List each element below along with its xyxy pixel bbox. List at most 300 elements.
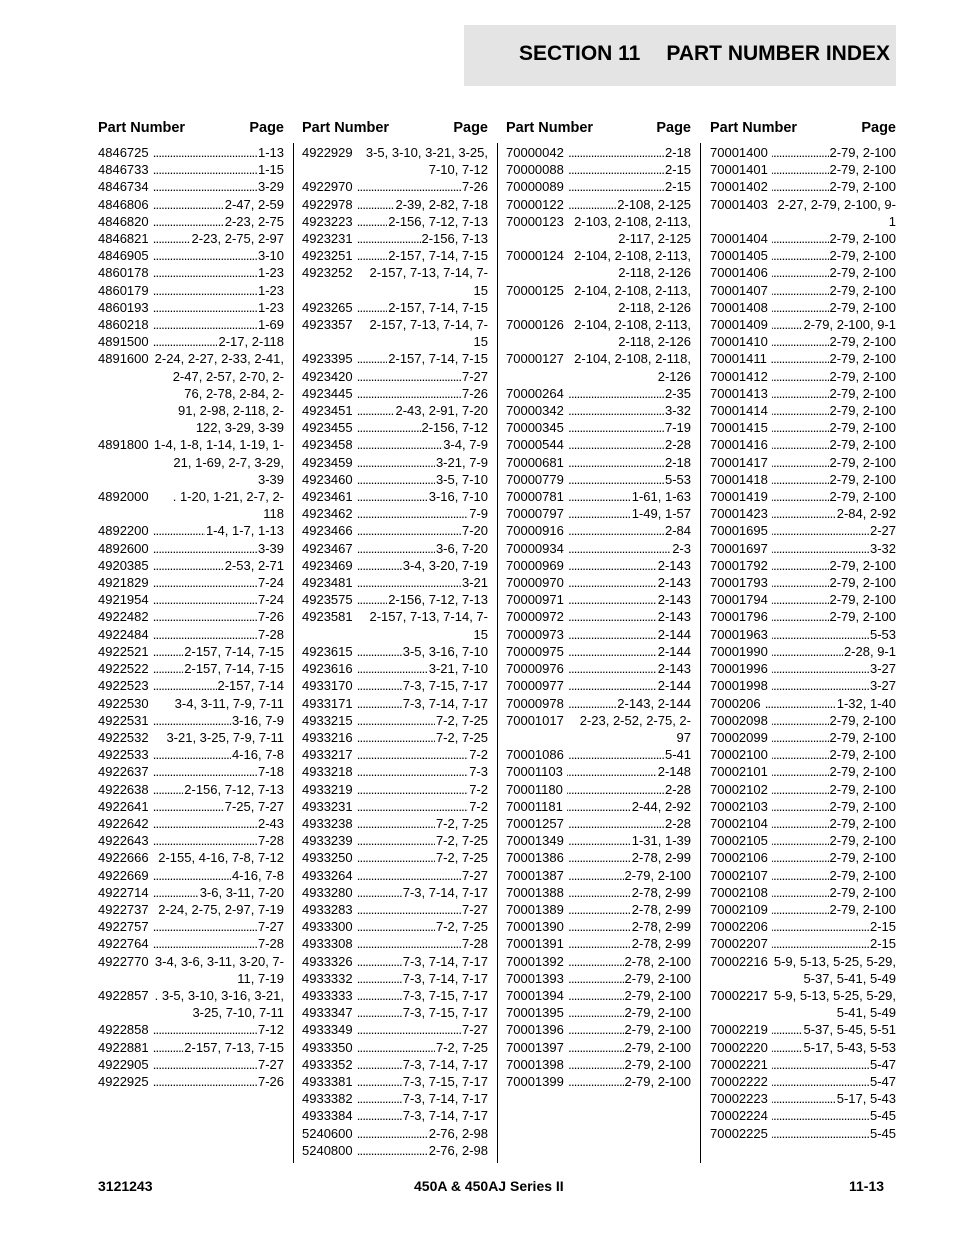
part-number: 70002105	[710, 833, 768, 849]
page-reference	[357, 970, 488, 987]
part-number: 4923455	[302, 420, 353, 436]
index-row	[302, 540, 488, 557]
page-reference-text: 2-43	[257, 815, 284, 831]
page-reference-text: 2-79, 2-100	[829, 385, 896, 401]
page-reference	[772, 436, 896, 453]
index-row	[98, 1021, 284, 1038]
page-reference	[153, 230, 284, 247]
page-reference	[772, 522, 896, 539]
index-row	[710, 712, 896, 729]
page-reference	[772, 884, 896, 901]
part-number: 4922637	[98, 764, 149, 780]
page-reference-text: 7-2, 7-25	[435, 729, 488, 745]
index-row	[302, 918, 488, 935]
part-number: 4933219	[302, 781, 353, 797]
index-row	[710, 591, 896, 608]
page-reference-text: 2-79, 2-100	[829, 729, 896, 745]
page-reference-text: 2-144	[657, 626, 691, 642]
index-row	[710, 901, 896, 918]
page-reference	[153, 264, 284, 281]
page-reference: 1-4, 1-8, 1-14, 1-19, 1-21, 1-69, 2-7, 3-29, 3-39	[153, 437, 284, 487]
page-reference-text: 7-27	[461, 368, 488, 384]
index-row	[98, 849, 284, 866]
index-row	[98, 299, 284, 316]
page-reference-text: 2-43, 2-91, 7-20	[395, 403, 488, 419]
page-reference-text: 2-144	[657, 678, 691, 694]
index-row	[98, 608, 284, 625]
part-number: 70000342	[506, 403, 564, 419]
index-row	[710, 574, 896, 591]
page-reference	[357, 368, 488, 385]
page-reference	[568, 987, 691, 1004]
part-number: 70000975	[506, 643, 564, 659]
page-reference-text: 3-39	[257, 540, 284, 556]
page-reference-text: 5-45	[869, 1125, 896, 1141]
part-number: 4891800	[98, 437, 149, 453]
part-number: 4933382	[302, 1091, 353, 1107]
part-number: 4922531	[98, 712, 149, 728]
page-reference	[153, 660, 284, 677]
page-reference-text: 7-2	[469, 747, 488, 763]
part-number: 70000042	[506, 145, 564, 160]
footer-doc-number: 3121243	[98, 1178, 153, 1194]
index-row	[98, 987, 284, 1021]
part-number: 4933280	[302, 884, 353, 900]
page-reference-text: 2-157, 7-14, 7-15	[388, 248, 488, 264]
page-reference: 3-4, 3-11, 7-9, 7-11	[174, 695, 284, 711]
part-number: 4922532	[98, 729, 149, 745]
index-row	[302, 987, 488, 1004]
page-reference-text: 7-2, 7-25	[435, 712, 488, 728]
index-row	[302, 643, 488, 660]
index-row	[98, 161, 284, 178]
page-reference	[357, 1125, 488, 1142]
page-reference	[772, 402, 896, 419]
part-number: 70000345	[506, 420, 564, 436]
page-reference-text: 7-3, 7-14, 7-17	[402, 1091, 488, 1107]
part-number: 4933308	[302, 936, 353, 952]
page-reference-text: 2-79, 2-100	[829, 454, 896, 470]
index-row	[98, 781, 284, 798]
page-reference	[153, 557, 284, 574]
page-reference	[357, 815, 488, 832]
page-reference	[153, 643, 284, 660]
page-reference-text: 2-143	[657, 592, 691, 608]
part-number: 4933352	[302, 1056, 353, 1072]
part-number: 70001695	[710, 523, 768, 539]
part-number: 70001793	[710, 575, 768, 591]
index-row	[302, 763, 488, 780]
page-reference	[357, 781, 488, 798]
index-row	[302, 385, 488, 402]
part-number: 4922978	[302, 196, 353, 212]
page-reference-text: 2-157, 7-14, 7-15	[388, 351, 488, 367]
index-row	[302, 591, 488, 608]
page-reference	[772, 746, 896, 763]
page-reference	[357, 798, 488, 815]
page-reference	[357, 1021, 488, 1038]
page-reference-text: 7-2, 7-25	[435, 919, 488, 935]
page-reference-text: 2-79, 2-100	[829, 901, 896, 917]
index-row	[98, 746, 284, 763]
part-number: 70000971	[506, 592, 564, 608]
page-reference-text: 2-79, 2-100	[829, 334, 896, 350]
page-reference-text: 2-79, 2-100	[829, 867, 896, 883]
page-reference	[153, 299, 284, 316]
page-reference-text: 2-156, 7-12, 7-13	[388, 213, 488, 229]
part-number: 4846733	[98, 162, 149, 178]
index-row	[710, 781, 896, 798]
index-row	[710, 522, 896, 539]
page-reference-text: 7-24	[257, 592, 284, 608]
page-reference-text: 3-16, 7-9	[231, 712, 284, 728]
page-reference	[568, 454, 691, 471]
part-number: 5240600	[302, 1125, 353, 1141]
part-number: 4891600	[98, 351, 149, 367]
part-number: 4923252	[302, 265, 353, 281]
index-row	[98, 815, 284, 832]
page-reference	[772, 419, 896, 436]
part-number: 70002099	[710, 729, 768, 745]
part-number: 70001181	[506, 798, 563, 814]
page-reference-text: 2-79, 2-100	[829, 368, 896, 384]
page-reference-text: 3-32	[869, 540, 896, 556]
part-number: 4923581	[302, 609, 353, 625]
page-reference-text: 2-157, 7-14, 7-15	[184, 661, 284, 677]
page-reference-text: 7-26	[461, 385, 488, 401]
part-number: 4933238	[302, 815, 353, 831]
index-row	[710, 677, 896, 694]
part-number: 7000206	[710, 695, 761, 711]
part-number: 4933264	[302, 867, 353, 883]
part-number: 70000126	[506, 317, 564, 333]
page-reference	[772, 247, 896, 264]
index-row	[710, 385, 896, 402]
index-row	[710, 505, 896, 522]
page-reference	[568, 196, 691, 213]
page-reference	[568, 815, 691, 832]
page-reference-text: 2-18	[664, 145, 691, 160]
index-row	[506, 454, 691, 471]
page-reference-text: 7-3, 7-15, 7-17	[402, 987, 488, 1003]
part-number: 70002109	[710, 901, 768, 917]
index-row	[506, 608, 691, 625]
footer-page-number: 11-13	[849, 1178, 885, 1194]
part-number: 70002225	[710, 1125, 768, 1141]
index-row	[302, 316, 488, 350]
page-heading: Page	[249, 120, 284, 136]
part-number: 4933350	[302, 1039, 353, 1055]
part-number: 70001396	[506, 1022, 564, 1038]
page-reference	[357, 643, 488, 660]
index-row	[302, 247, 488, 264]
index-row	[506, 849, 691, 866]
index-row	[302, 781, 488, 798]
part-number: 4922770	[98, 953, 149, 969]
part-number: 4933349	[302, 1022, 353, 1038]
page-reference-text: 2-157, 7-14, 7-15	[388, 299, 488, 315]
part-number: 70001389	[506, 901, 564, 917]
index-row	[98, 1073, 284, 1090]
index-row	[302, 849, 488, 866]
page-reference-text: 5-47	[869, 1073, 896, 1089]
part-number: 4933215	[302, 712, 353, 728]
page-reference	[568, 626, 691, 643]
index-row	[710, 488, 896, 505]
page-reference-text: 3-27	[869, 661, 896, 677]
page-reference-text: 2-28	[664, 815, 691, 831]
page-reference	[568, 935, 691, 952]
part-number: 4923223	[302, 213, 353, 229]
page-reference-text: 7-28	[257, 626, 284, 642]
page-reference-text: 5-41	[664, 747, 691, 763]
index-row	[506, 316, 691, 350]
index-row	[98, 282, 284, 299]
part-number: 4923466	[302, 523, 353, 539]
page-reference	[153, 213, 284, 230]
index-row	[506, 832, 691, 849]
page-reference	[153, 178, 284, 195]
index-row	[98, 867, 284, 884]
index-row	[302, 488, 488, 505]
index-row	[506, 161, 691, 178]
page-reference	[568, 884, 691, 901]
page-reference-text: 2-79, 2-100	[829, 557, 896, 573]
page-reference: 3-5, 3-10, 3-21, 3-25, 7-10, 7-12	[365, 145, 488, 178]
index-row	[506, 746, 691, 763]
part-number: 4933381	[302, 1073, 353, 1089]
index-row	[710, 333, 896, 350]
index-row	[710, 918, 896, 935]
page-reference-text: 3-27	[869, 678, 896, 694]
page-reference	[568, 608, 691, 625]
index-row	[302, 1125, 488, 1142]
part-number: 70001404	[710, 231, 768, 247]
index-row	[302, 505, 488, 522]
column-header	[98, 120, 284, 144]
page-reference	[568, 436, 691, 453]
page-reference	[357, 729, 488, 746]
part-number: 4922482	[98, 609, 149, 625]
part-number: 4921829	[98, 575, 149, 591]
index-row	[98, 832, 284, 849]
page-reference-text: 2-79, 2-100	[829, 231, 896, 247]
index-row	[98, 935, 284, 952]
page-reference	[153, 677, 284, 694]
page-reference-text: 7-3, 7-15, 7-17	[402, 1005, 488, 1021]
index-row	[710, 660, 896, 677]
part-number: 4922970	[302, 179, 353, 195]
index-row	[302, 1107, 488, 1124]
page-reference-text: 2-156, 7-12	[421, 420, 488, 436]
index-row	[302, 953, 488, 970]
page-reference-text: 2-78, 2-99	[631, 901, 691, 917]
page-reference	[772, 299, 896, 316]
index-row	[506, 626, 691, 643]
page-reference	[772, 161, 896, 178]
page-reference-text: 2-79, 2-100	[829, 145, 896, 160]
part-number: 70001963	[710, 626, 768, 642]
index-row	[98, 798, 284, 815]
index-row	[506, 436, 691, 453]
index-row	[302, 178, 488, 195]
page-reference: 2-24, 2-27, 2-33, 2-41, 2-47, 2-57, 2-70, 2-76, 2-78, 2-84, 2-91, 2-98, 2-118, 2-122, 3-29, 3-39	[154, 351, 284, 436]
page-reference-text: 2-148	[657, 764, 691, 780]
page-reference-text: 3-16, 7-10	[428, 489, 488, 505]
part-number: 4922643	[98, 833, 149, 849]
page-reference-text: 7-18	[257, 764, 284, 780]
page-reference	[357, 350, 488, 367]
part-number: 70000779	[506, 471, 564, 487]
index-row	[506, 1004, 691, 1021]
part-number: 70001388	[506, 884, 564, 900]
index-row	[98, 316, 284, 333]
page-reference-text: 2-79, 2-100, 9-1	[803, 317, 896, 333]
page-reference: 2-103, 2-108, 2-113, 2-117, 2-125	[574, 213, 691, 247]
part-number-heading: Part Number	[506, 120, 594, 136]
part-number: 4933333	[302, 987, 353, 1003]
index-row	[506, 1039, 691, 1056]
part-number: 70001394	[506, 987, 564, 1003]
index-column-3	[506, 120, 691, 1090]
part-number: 4923231	[302, 231, 353, 247]
part-number: 4933332	[302, 970, 353, 986]
index-row	[98, 144, 284, 161]
page-reference	[357, 402, 488, 419]
page-reference	[772, 712, 896, 729]
index-row	[710, 350, 896, 367]
page-reference	[153, 1056, 284, 1073]
part-number: 4923459	[302, 454, 353, 470]
page-reference	[357, 849, 488, 866]
index-row	[98, 488, 284, 522]
part-number: 4923462	[302, 506, 353, 522]
part-number: 4923467	[302, 540, 353, 556]
part-number: 4860178	[98, 265, 149, 281]
part-number: 4923481	[302, 575, 353, 591]
part-number: 5240800	[302, 1142, 353, 1158]
page-reference-text: 7-2, 7-25	[435, 833, 488, 849]
page-reference-text: 2-79, 2-100	[829, 575, 896, 591]
page-reference-text: 1-69	[257, 317, 284, 333]
page-reference-text: 2-156, 7-12, 7-13	[184, 781, 284, 797]
part-number: 70002106	[710, 850, 768, 866]
index-row	[710, 1090, 896, 1107]
index-row	[506, 1021, 691, 1038]
index-row	[506, 402, 691, 419]
part-number: 70001401	[710, 162, 768, 178]
page-reference-text: 3-21, 7-10	[428, 661, 488, 677]
page-reference	[153, 1073, 284, 1090]
page-reference-text: 2-79, 2-100	[829, 884, 896, 900]
part-number: 70001257	[506, 815, 564, 831]
page-reference-text: 2-157, 7-13, 7-15	[184, 1039, 284, 1055]
part-number: 4933250	[302, 850, 353, 866]
page-reference	[772, 798, 896, 815]
part-number: 4923445	[302, 385, 353, 401]
page-reference	[568, 867, 691, 884]
page-reference-text: 1-32, 1-40	[836, 695, 896, 711]
index-row	[710, 419, 896, 436]
page-reference	[567, 798, 691, 815]
part-number: 70001409	[710, 317, 768, 333]
part-number: 4933217	[302, 747, 353, 763]
page-reference	[568, 1039, 691, 1056]
page-reference	[772, 781, 896, 798]
part-number: 70002216	[710, 953, 768, 969]
index-row	[98, 213, 284, 230]
index-row	[710, 540, 896, 557]
page-reference-text: 2-143	[657, 557, 691, 573]
page-reference	[772, 677, 896, 694]
page-reference	[568, 849, 691, 866]
page-reference: 2-104, 2-108, 2-113, 2-118, 2-126	[574, 282, 691, 315]
part-number: 4922666	[98, 850, 149, 866]
part-number: 4923469	[302, 557, 353, 573]
part-number: 4922925	[98, 1073, 149, 1089]
page-reference	[568, 144, 691, 161]
index-row	[302, 901, 488, 918]
part-number: 4922881	[98, 1039, 149, 1055]
index-row	[98, 574, 284, 591]
part-number: 4846734	[98, 179, 149, 195]
index-row	[98, 522, 284, 539]
part-number: 4933326	[302, 953, 353, 969]
page-reference-text: 7-28	[257, 936, 284, 952]
part-number: 4923575	[302, 592, 353, 608]
index-row	[98, 333, 284, 350]
page-reference-text: 2-47, 2-59	[224, 196, 284, 212]
page-reference-text: 2-17, 2-118	[218, 334, 284, 350]
page-reference	[357, 884, 488, 901]
page-reference	[772, 505, 896, 522]
index-row	[506, 505, 691, 522]
page-reference	[357, 1039, 488, 1056]
part-number: 70000122	[506, 196, 564, 212]
part-number: 4922714	[98, 884, 149, 900]
index-row	[710, 230, 896, 247]
page-reference-text: 2-84	[664, 523, 691, 539]
index-row	[98, 178, 284, 195]
part-number: 70001397	[506, 1039, 564, 1055]
page-reference-text: 2-27	[869, 523, 896, 539]
page-reference	[153, 522, 284, 539]
page-reference	[153, 333, 284, 350]
index-row	[506, 591, 691, 608]
index-row	[506, 282, 691, 316]
index-row	[302, 454, 488, 471]
page-reference	[153, 781, 284, 798]
part-number: 70002217	[710, 987, 768, 1003]
index-row	[302, 230, 488, 247]
index-row	[506, 557, 691, 574]
part-number: 70001180	[506, 781, 563, 797]
part-number: 70000123	[506, 213, 564, 229]
index-row	[98, 264, 284, 281]
part-number: 4933231	[302, 798, 353, 814]
part-number: 4846905	[98, 248, 149, 264]
part-number: 4922905	[98, 1056, 149, 1072]
index-row	[710, 299, 896, 316]
page-reference-text: 7-27	[257, 919, 284, 935]
page-reference-text: 7-28	[461, 936, 488, 952]
page-reference-text: 1-49, 1-57	[631, 506, 691, 522]
index-row	[506, 350, 691, 384]
page-reference	[772, 557, 896, 574]
page-reference-text: 7-26	[461, 179, 488, 195]
part-number: 4922484	[98, 626, 149, 642]
page-reference	[153, 798, 284, 815]
